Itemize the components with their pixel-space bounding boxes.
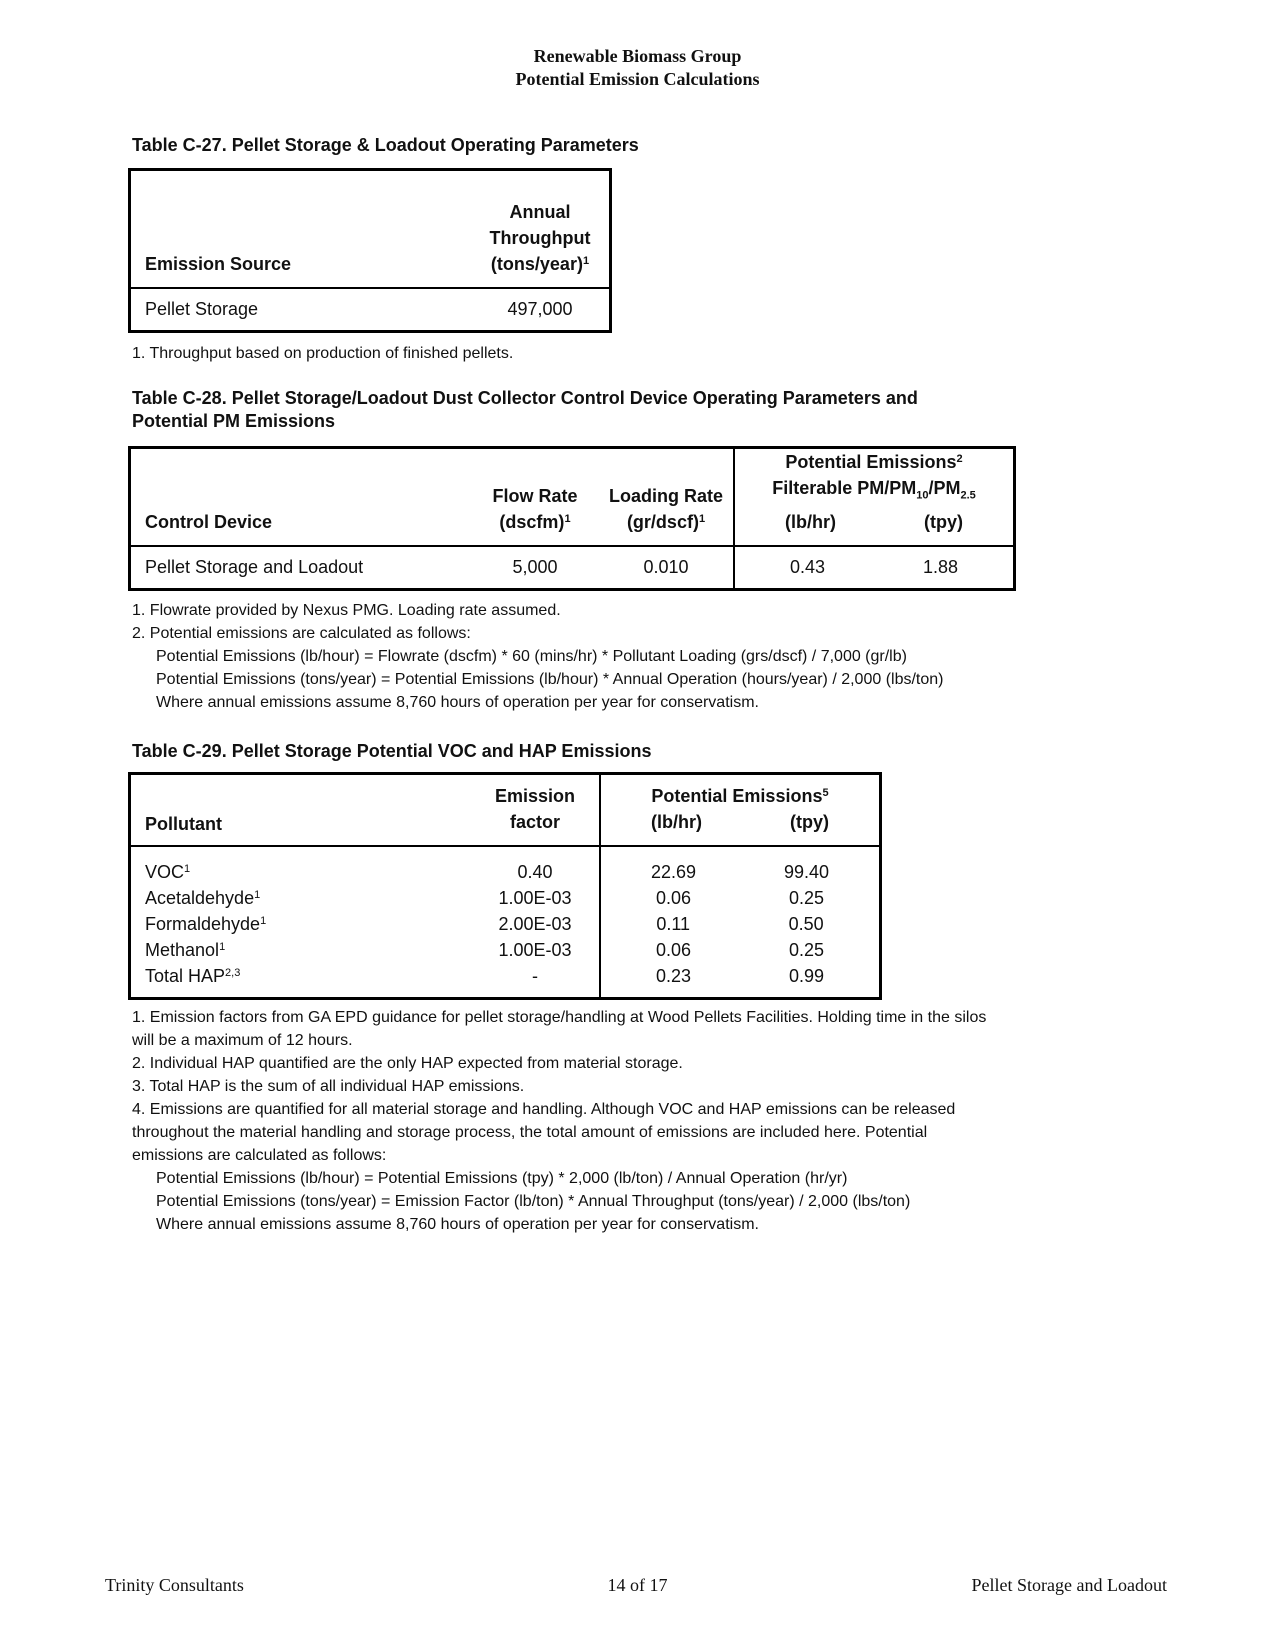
table-row-source: Pellet Storage: [145, 298, 259, 319]
table-c27: [128, 168, 612, 333]
footer-page-number: 14 of 17: [607, 1575, 668, 1595]
table-c28-caption: Table C-28. Pellet Storage/Loadout Dust Collector Control Device Operating Parameters and Potential PM Emissions: [132, 388, 918, 431]
emission-values: 22.69 99.40 0.06 0.25 0.11 0.50 0.06 0.25 0.23 0.99: [600, 846, 881, 999]
table-c29-notes: 1. Emission factors from GA EPD guidance for pellet storage/handling at Wood Pellets Facilities. Holding time in the silos will be a maximum of 12 hours. 2. Individual HAP quantified are the only HAP expected from material storage. 3. Total HAP is the sum of all individual HAP emissions. 4. Emissions are quantified for all material storage and handling. Although VOC and HAP emissions can be released throughout the material handling and storage process, the total amount of emissions are included here. Potential emissions are calculated as follows: Potential Emissions (lb/hour) = Potential Emissions (tpy) * 2,000 (lb/ton) / Annual Operation (hr/yr) Potential Emissions (tons/year) = Emission Factor (lb/ton) * Annual Throughput (tons/year) / 2,000 (lbs/ton) Where annual emissions assume 8,760 hours of operation per year for conservatism.: [132, 1009, 987, 1233]
col-control-device: Control Device: [130, 448, 472, 546]
table-row-device: Pellet Storage and Loadout: [145, 556, 364, 577]
emission-factors: 0.40 1.00E-03 2.00E-03 1.00E-03 -: [498, 861, 572, 986]
table-row-emissions: 0.43 1.88: [734, 546, 1015, 590]
header-title: Potential Emission Calculations: [515, 69, 760, 89]
list-item: Formaldehyde$^1$: [145, 913, 267, 934]
col-flow-rate: Flow Rate (dscfm)$^1$: [471, 448, 599, 546]
table-row-loading: 0.010: [643, 556, 689, 577]
col-potential-emissions: Potential Emissions$^2$ Filterable $PM/PM_{10}/PM_{2.5}$ (lb/hr) (tpy): [734, 448, 1015, 546]
col-emission-source: Emission Source: [130, 170, 472, 288]
col-tpy: (tpy): [924, 511, 963, 532]
list-item: Total HAP$^{2,3}$: [145, 965, 241, 986]
list-item: Methanol$^1$: [145, 939, 226, 960]
list-item: VOC$^1$: [145, 861, 191, 882]
list-item: Acetaldehyde$^1$: [145, 887, 261, 908]
col-potential-emissions: Potential Emissions$^5$ (lb/hr) (tpy): [600, 774, 881, 846]
col-emission-factor: Emission factor: [471, 774, 600, 846]
table-c29-caption: Table C-29. Pellet Storage Potential VOC and HAP Emissions: [132, 741, 652, 761]
col-pollutant: Pollutant: [130, 774, 472, 846]
table-c28-notes: 1. Flowrate provided by Nexus PMG. Loading rate assumed. 2. Potential emissions are calculated as follows: Potential Emissions (lb/hour) = Flowrate (dscfm) * 60 (mins/hr) * Pollutant Loading (grs/dscf) / 7,000 (gr/lb) Potential Emissions (tons/year) = Potential Emissions (lb/hour) * Annual Operation (hours/year) / 2,000 (lbs/ton) Where annual emissions assume 8,760 hours of operation per year for conservatism.: [132, 602, 944, 711]
header-company: Renewable Biomass Group: [533, 46, 742, 66]
table-c29: [128, 772, 882, 1000]
col-annual-throughput: Annual Throughput (tons/year)$^1$: [471, 170, 611, 288]
col-loading-rate: Loading Rate (gr/dscf)$^1$: [599, 448, 734, 546]
table-c27-caption: Table C-27. Pellet Storage & Loadout Operating Parameters: [132, 135, 639, 155]
table-row-throughput: 497,000: [507, 298, 573, 319]
footer-company: Trinity Consultants: [105, 1575, 244, 1595]
pollutant-names: [130, 846, 472, 999]
col-lb-hr: (lb/hr): [785, 511, 836, 532]
table-c28: [128, 446, 1016, 591]
footer-section: Pellet Storage and Loadout: [971, 1575, 1167, 1595]
table-c27-note-1: 1. Throughput based on production of finished pellets.: [132, 345, 514, 362]
table-row-flow: 5,000: [512, 556, 558, 577]
